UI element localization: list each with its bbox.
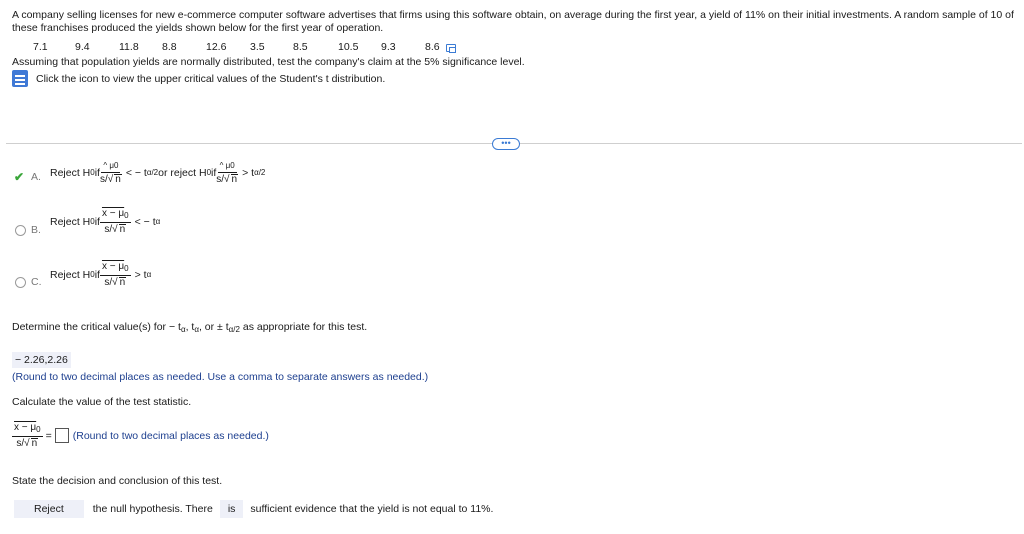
test-statistic-fraction: $\frac{\^{} \mu 0}{s/√ n}$: [216, 161, 238, 185]
test-statistic-fraction: $\frac{x - \mu_0}{s/√ n}$: [14, 422, 41, 449]
option-c-radio[interactable]: [15, 277, 26, 288]
yield-value: 10.5: [338, 41, 359, 53]
yield-value: 11.8: [119, 41, 139, 53]
yield-value: 8.5: [293, 41, 308, 53]
yield-value: 7.1: [33, 41, 48, 53]
yield-value: 9.4: [75, 41, 90, 53]
copy-data-icon[interactable]: [446, 44, 456, 52]
more-button[interactable]: •••: [492, 138, 520, 150]
test-statistic-fraction: $\frac{\^{} \mu 0}{s/√ n}$: [99, 161, 121, 185]
critical-value-answer[interactable]: − 2.26,2.26: [12, 352, 71, 368]
test-statistic-fraction: $\frac{x - \mu_0}{s/√ n}$: [101, 261, 129, 288]
table-icon[interactable]: [12, 70, 28, 87]
option-c-letter: C.: [31, 276, 42, 288]
option-b-statement: Reject H 0 if $\frac{x - \mu_0}{s/√ n}$ < − t α: [50, 208, 161, 235]
yields-row: [33, 41, 456, 53]
test-statistic-fraction: $\frac{x - \mu_0}{s/√ n}$: [101, 208, 129, 235]
critical-hint: (Round to two decimal places as needed. Use a comma to separate answers as needed.): [12, 371, 429, 383]
decision-row: [14, 500, 493, 518]
option-b-radio[interactable]: [15, 225, 26, 236]
decision-tail-text: sufficient evidence that the yield is not equal to 11%.: [250, 503, 494, 515]
statistic-hint: (Round to two decimal places as needed.): [72, 429, 269, 442]
assumption-text: Assuming that population yields are normally distributed, test the company's claim at the 5% significance level.: [12, 56, 525, 68]
option-b-letter: B.: [31, 224, 41, 236]
option-a-statement: Reject H 0 if $\frac{\^{} \mu 0}{s/√ n}$ < − t α/2 or reject H 0 if $\frac{\^{} \mu 0}{s/√ n}$ > t α/2: [50, 161, 266, 185]
yield-value: 8.6: [425, 41, 440, 53]
decision-prompt: State the decision and conclusion of this test.: [12, 475, 223, 487]
decision-mid-text: the null hypothesis. There: [92, 503, 213, 515]
correct-check-icon: ✔: [14, 170, 25, 184]
decision-dropdown[interactable]: Reject: [14, 500, 84, 518]
yield-value: 8.8: [162, 41, 177, 53]
yield-value: 9.3: [381, 41, 396, 53]
option-a-letter: A.: [31, 171, 41, 183]
yield-value: 12.6: [206, 41, 227, 53]
statistic-prompt: Calculate the value of the test statistic.: [12, 396, 192, 408]
problem-intro: A company selling licenses for new e-commerce computer software advertises that firms using this software obtain, on average during the first year, a yield of 11% on their initial investments. A random sample of 10 of these franchises produced the yields shown below for the first year of operation.: [12, 9, 1014, 34]
option-c-statement: Reject H 0 if $\frac{x - \mu_0}{s/√ n}$ > t α: [50, 261, 152, 288]
statistic-row: $\frac{x - \mu_0}{s/√ n}$ = (Round to two decimal places as needed.): [14, 422, 269, 449]
yield-value: 3.5: [250, 41, 265, 53]
table-link-text: Click the icon to view the upper critical values of the Student's t distribution.: [36, 73, 386, 85]
evidence-dropdown[interactable]: is: [220, 500, 244, 518]
test-statistic-input[interactable]: [55, 428, 69, 443]
option-a[interactable]: [14, 170, 24, 184]
critical-prompt: Determine the critical value(s) for − $t_\alpha$, $t_\alpha$, or ± $t_{\alpha/2}$ as appropriate for this test.: [12, 321, 368, 334]
